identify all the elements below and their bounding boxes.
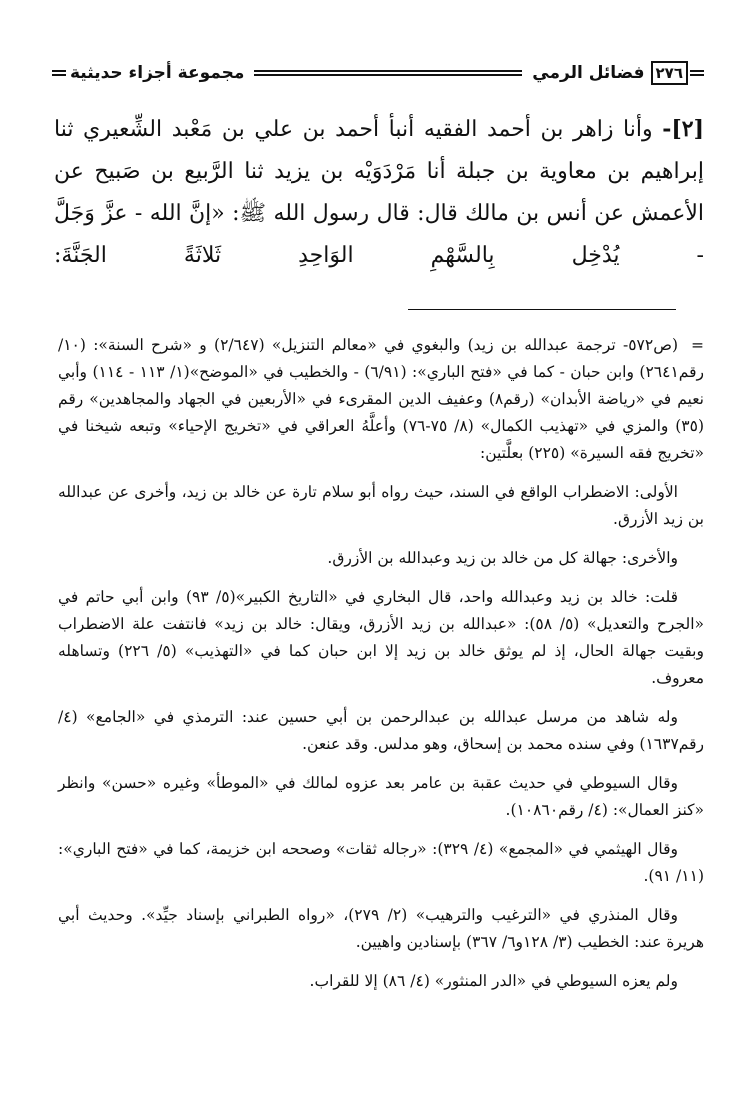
footnote-paragraph bbox=[58, 332, 704, 467]
book-title: فضائل الرمي bbox=[532, 63, 645, 83]
header-rule bbox=[52, 70, 66, 76]
footnote-paragraph: وقال الهيثمي في «المجمع» (٤/ ٣٢٩): «رجاله ثقات» وصححه ابن خزيمة، كما في «فتح الباري»: (١١/ ٩١). bbox=[58, 840, 704, 885]
footnote-paragraph: والأخرى: جهالة كل من خالد بن زيد وعبدالله بن الأزرق. bbox=[327, 549, 678, 567]
footnote-paragraph: قلت: خالد بن زيد وعبدالله واحد، قال البخاري في «التاريخ الكبير»(٥/ ٩٣) وابن أبي حاتم في «الجرح والتعديل» (٥/ ٥٨): «عبدالله بن زيد الأزرق، ويقال: خالد بن زيد» فانتفت علة الاضطراب وبقيت جهالة الحال، إذ لم يوثق خالد بن زيد إلا ابن حبان كما في «التهذيب» (٥/ ٢٢٦) وتساهله معروف. bbox=[58, 588, 705, 687]
footnote-paragraph: وقال السيوطي في حديث عقبة بن عامر بعد عزوه لمالك في «الموطأ» وغيره «حسن» وانظر «كنز العمال»: (٤/ رقم١٠٨٦٠). bbox=[58, 774, 704, 819]
running-header bbox=[52, 60, 704, 86]
footnote-paragraph: ولم يعزه السيوطي في «الدر المنثور» (٤/ ٨٦) إلا للقراب. bbox=[309, 972, 678, 990]
footnote-paragraph: وقال المنذري في «الترغيب والترهيب» (٢/ ٢٧٩)، «رواه الطبراني بإسناد جيِّد». وحديث أبي هريرة عند: الخطيب (٣/ ١٢٨و٦/ ٣٦٧) بإسنادين واهيين. bbox=[58, 906, 704, 951]
footnote-paragraph: وله شاهد من مرسل عبدالله بن عبدالرحمن بن أبي حسين عند: الترمذي في «الجامع» (٤/ رقم١٦٣٧) وفي سنده محمد بن إسحاق، وهو مدلس. وقد عنعن. bbox=[58, 708, 704, 753]
main-text bbox=[54, 108, 704, 277]
footnote-text: (ص٥٧٢- ترجمة عبدالله بن زيد) والبغوي في «معالم التنزيل» (٢/٦٤٧) و «شرح السنة»: (١٠/رقم٢٦٤١) وابن حبان - كما في «فتح الباري»: (٦/٩١) - والخطيب في «الموضح»(١/ ١١٣ - ١١٤) وأبي نعيم في «رياضة الأبدان» (رقم٨) وعفيف الدين المقرىء في «الأربعين في الجهاد والمجاهدين» رقم (٣٥) والمزي في «تهذيب الكمال» (٨/ ٧٥-٧٦) وأعلَّهُ العراقي في «تخريج الإحياء» وتبعه شيخنا في «تخريج فقه السيرة» (٢٢٥) بعلَّتين: bbox=[58, 336, 704, 462]
page-number: ٢٧٦ bbox=[651, 61, 688, 85]
footnote-paragraph: الأولى: الاضطراب الواقع في السند، حيث رواه أبو سلام تارة عن خالد بن زيد، وأخرى عن عبدالله بن زيد الأزرق. bbox=[58, 483, 704, 528]
footnotes bbox=[58, 332, 704, 1007]
header-rule bbox=[254, 70, 522, 76]
continuation-mark: = bbox=[691, 336, 704, 354]
hadith-text: وأنا زاهر بن أحمد الفقيه أنبأ أحمد بن علي بن مَعْبد الشِّعيري ثنا إبراهيم بن معاوية بن جبلة أنا مَرْدَوَيْه بن يزيد ثنا الرَّبيع بن صَبيح عن الأعمش عن أنس بن مالك قال: قال رسول الله ﷺ: «إنَّ الله - عزَّ وَجَلَّ - يُدْخِل بِالسَّهْمِ الوَاحِدِ ثَلاثَةً الجَنَّةَ: bbox=[54, 117, 704, 268]
hadith-number: [٢]- bbox=[662, 116, 704, 142]
header-rule bbox=[690, 70, 704, 76]
series-title: مجموعة أجزاء حديثية bbox=[70, 63, 245, 83]
footnote-separator bbox=[408, 309, 676, 310]
